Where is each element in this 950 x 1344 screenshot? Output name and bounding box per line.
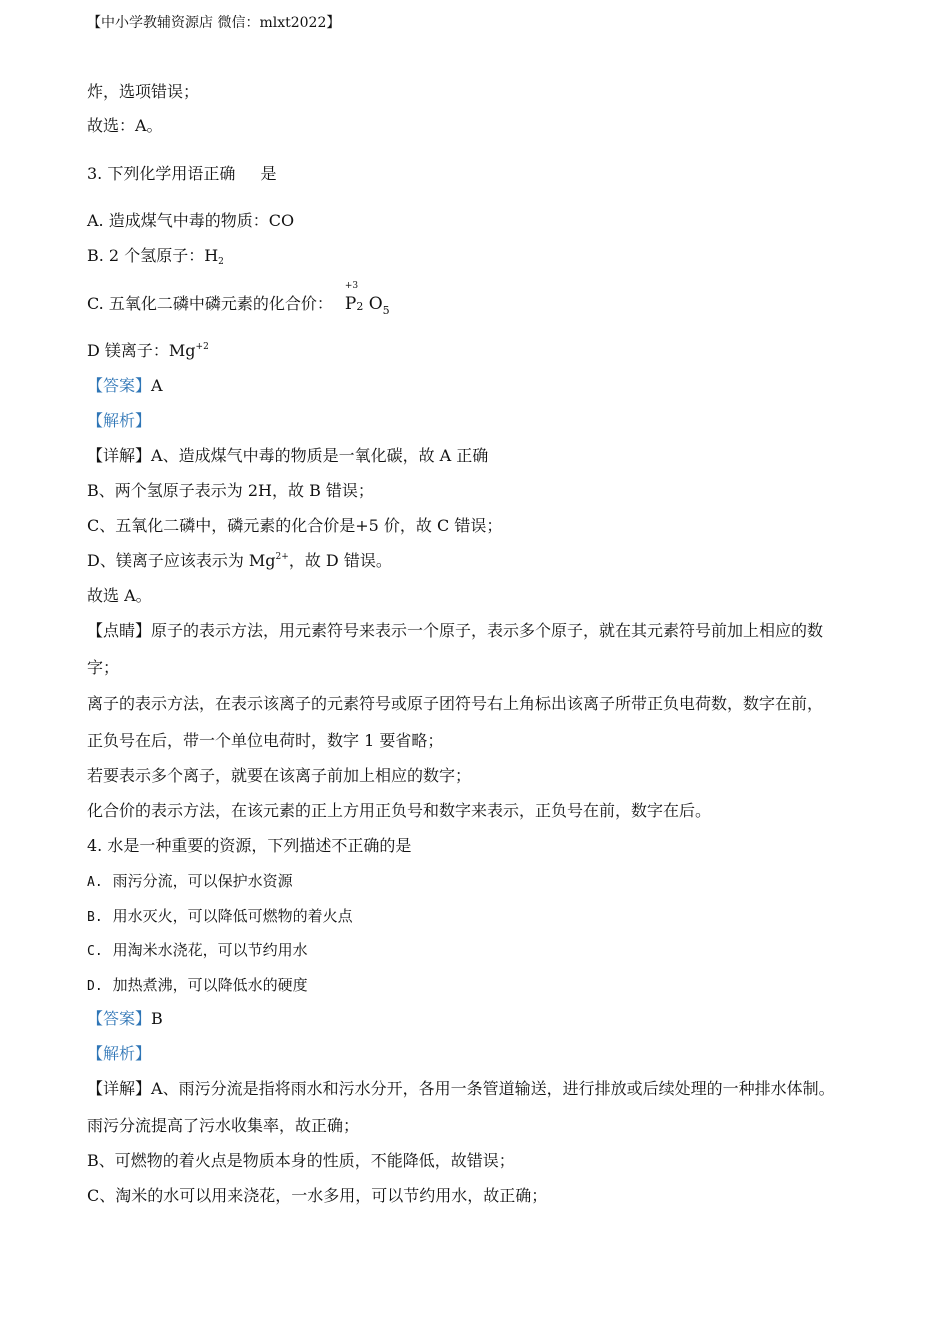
q4-option-a [87, 871, 293, 893]
point-label: 【点睛】 [87, 621, 152, 640]
q4-option-d [87, 975, 308, 997]
text-line: 故选 A。 [87, 586, 152, 605]
option-letter: D. [87, 979, 103, 994]
detail-text: A、雨污分流是指将雨水和污水分开，各用一条管道输送，进行排放或后续处理的一种排水体制。 [151, 1079, 835, 1098]
point-line [87, 621, 823, 641]
option-d [87, 341, 209, 361]
option-c [87, 281, 390, 321]
analysis-label: 【解析】 [87, 1044, 152, 1063]
option-letter: B. [87, 910, 103, 925]
q4-option-b [87, 906, 353, 928]
text-line: 雨污分流提高了污水收集率，故正确； [87, 1116, 360, 1135]
text-line: 炸，选项错误； [87, 82, 200, 101]
detail-label: 【详解】 [87, 446, 152, 465]
question-3-text-end: 是 [260, 164, 277, 183]
answer-label: 【答案】 [87, 376, 152, 395]
valence-mark: +3 [344, 281, 359, 291]
option-a: A. 造成煤气中毒的物质：CO [87, 211, 295, 230]
detail-line [87, 446, 488, 466]
option-text: 用淘米水浇花，可以节约用水 [112, 941, 308, 959]
option-text: 加热煮沸，可以降低水的硬度 [112, 976, 308, 994]
option-b [87, 246, 224, 266]
detail-label: 【详解】 [87, 1079, 152, 1098]
detail-text: A、造成煤气中毒的物质是一氧化碳，故 A 正确 [151, 446, 489, 465]
option-c-text: C. 五氧化二磷中磷元素的化合价： [87, 294, 333, 313]
point-text: 原子的表示方法，用元素符号来表示一个原子，表示多个原子，就在其元素符号前加上相应的数 [151, 621, 824, 640]
detail-line [87, 1079, 835, 1099]
text-line: 正负号在后，带一个单位电荷时，数字 1 要省略； [87, 731, 444, 750]
text-line [87, 551, 392, 571]
formula-o: O [368, 294, 383, 314]
valence-formula [344, 281, 390, 321]
formula-o-sub: 5 [382, 304, 390, 317]
text-line: 离子的表示方法，在表示该离子的元素符号或原子团符号右上角标出该离子所带正负电荷数，数字在前， [87, 694, 824, 713]
question-3-title [87, 164, 276, 184]
option-b-text: B. 2 个氢原子：H [87, 246, 219, 265]
question-4-title: 4. 水是一种重要的资源，下列描述不正确的是 [87, 836, 412, 855]
detail-text: D、镁离子应该表示为 Mg [87, 551, 276, 570]
option-d-superscript: +2 [195, 342, 209, 352]
text-line: 故选：A。 [87, 116, 163, 135]
option-letter: C. [87, 944, 103, 959]
text-line: 化合价的表示方法，在该元素的正上方用正负号和数字来表示，正负号在前，数字在后。 [87, 801, 712, 820]
page-header: 【中小学教辅资源店 微信：mlxt2022】 [87, 15, 341, 31]
detail-text: ，故 D 错误。 [288, 551, 392, 570]
text-line: C、五氧化二磷中，磷元素的化合价是+5 价，故 C 错误； [87, 516, 503, 535]
option-d-text: D 镁离子：Mg [87, 341, 196, 360]
text-line: 字； [87, 658, 120, 677]
option-b-subscript: 2 [218, 257, 224, 267]
text-line: 若要表示多个离子，就要在该离子前加上相应的数字； [87, 766, 472, 785]
answer-label: 【答案】 [87, 1009, 152, 1028]
ion-superscript: 2+ [275, 552, 289, 562]
answer-value: A [151, 376, 163, 395]
option-letter: A. [87, 875, 103, 890]
option-text: 雨污分流，可以保护水资源 [112, 872, 293, 890]
analysis-label: 【解析】 [87, 411, 152, 430]
text-line: C、淘米的水可以用来浇花，一水多用，可以节约用水，故正确； [87, 1186, 548, 1205]
answer-value: B [151, 1009, 163, 1028]
formula-p-sub: 2 [356, 300, 364, 313]
answer-line [87, 1009, 163, 1029]
q4-option-c [87, 940, 308, 962]
text-line: B、可燃物的着火点是物质本身的性质，不能降低，故错误； [87, 1151, 515, 1170]
question-3-text: 3. 下列化学用语正确 [87, 164, 236, 183]
formula-p: P [344, 294, 357, 314]
text-line: B、两个氢原子表示为 2H，故 B 错误； [87, 481, 374, 500]
answer-line [87, 376, 163, 396]
option-text: 用水灭火，可以降低可燃物的着火点 [112, 907, 353, 925]
